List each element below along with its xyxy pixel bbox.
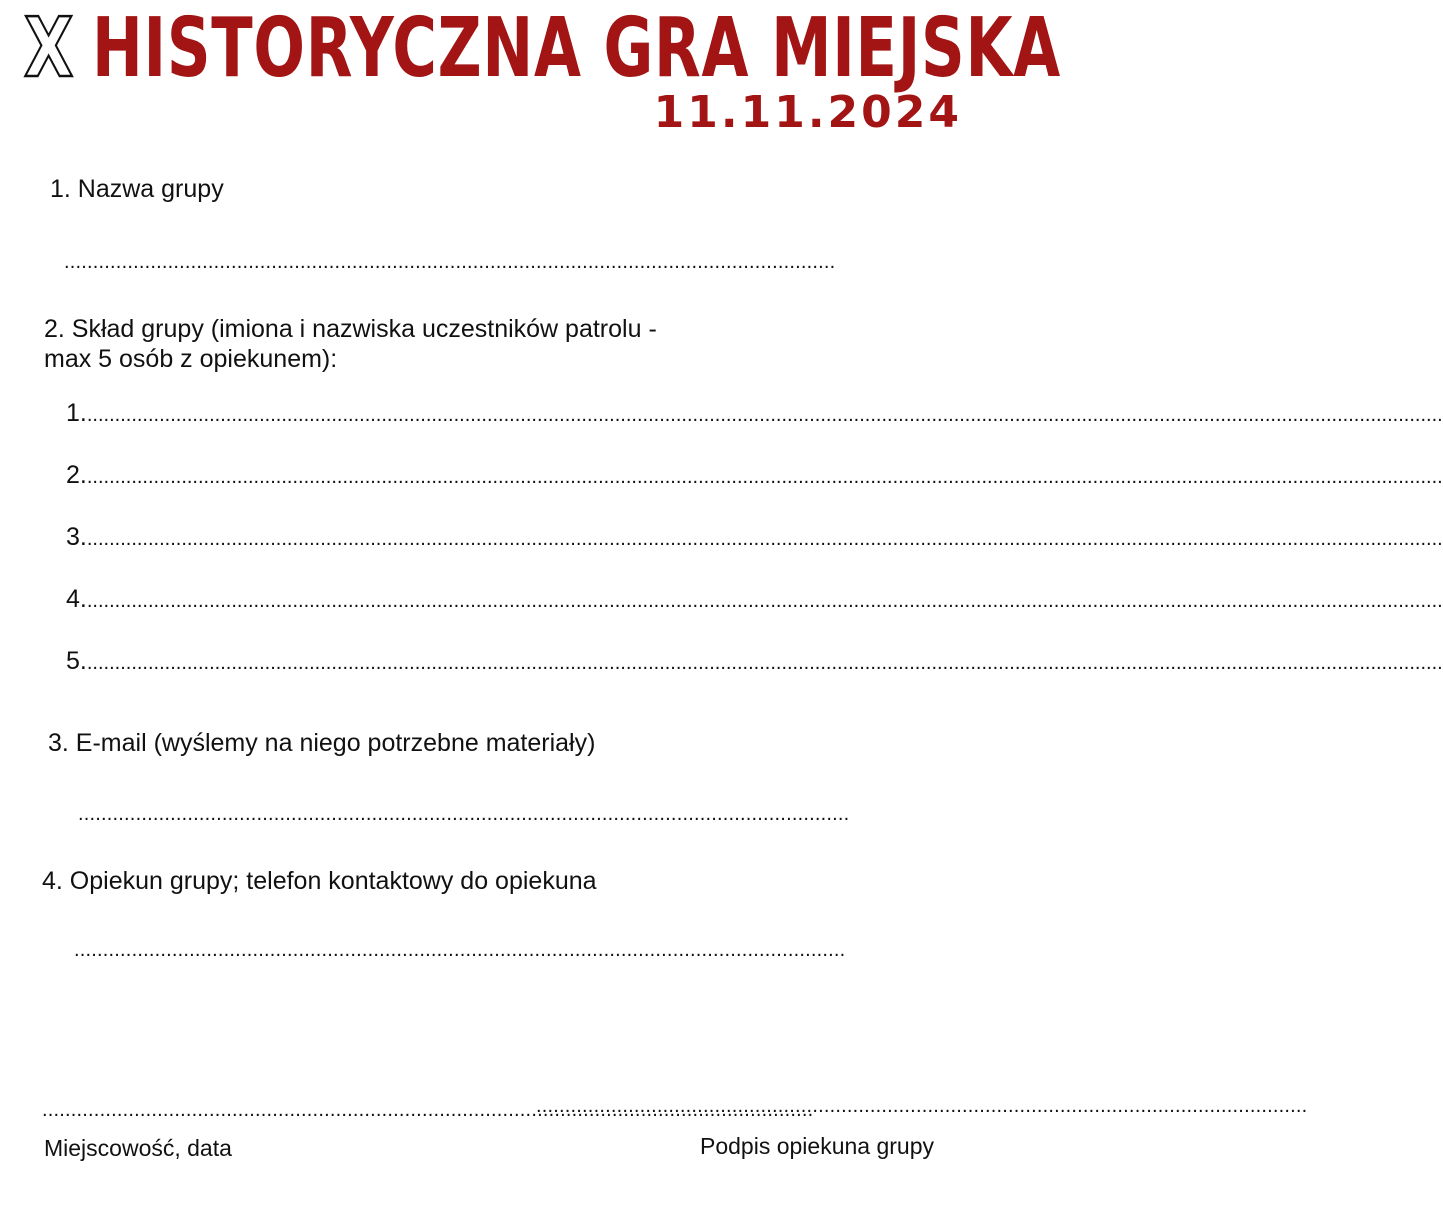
roman-numeral: X [24,1,74,96]
member-number: 1. [66,399,87,427]
member-number: 2. [66,461,87,489]
question-guardian-phone: 4. Opiekun grupy; telefon kontaktowy do opiekuna [42,867,597,895]
dotted-line: .................................................................................................................................................................................................................................................... [86,652,1443,674]
member-number: 4. [66,585,87,613]
member-field-3[interactable] [66,522,1443,554]
place-date-label: Miejscowość, data [44,1135,232,1161]
place-date-field[interactable]: ...................................................................................................................................... [42,1099,814,1121]
member-field-5[interactable] [66,646,1443,678]
member-number: 5. [66,647,87,675]
question-group-members-line1: 2. Skład grupy (imiona i nazwiska uczestników patrolu - [44,315,657,343]
member-field-4[interactable] [66,584,1443,616]
email-field[interactable]: ...................................................................................................................................... [78,803,850,825]
question-group-members-line2: max 5 osób z opiekunem): [44,345,338,373]
dotted-line: .................................................................................................................................................................................................................................................... [86,528,1443,550]
dotted-line: .................................................................................................................................................................................................................................................... [86,590,1443,612]
member-field-2[interactable] [66,460,1443,492]
signature-field[interactable]: ...................................................................................................................................... [536,1095,1308,1117]
group-name-field[interactable]: ...................................................................................................................................... [64,251,836,273]
question-group-name: 1. Nazwa grupy [50,175,224,203]
dotted-line: .................................................................................................................................................................................................................................................... [86,404,1443,426]
event-date: 11.11.2024 [653,87,962,138]
question-email: 3. E-mail (wyślemy na niego potrzebne materiały) [48,729,596,757]
page-title: HISTORYCZNA GRA MIEJSKA [92,1,1061,96]
guardian-phone-field[interactable]: ...................................................................................................................................... [74,939,846,961]
member-number: 3. [66,523,87,551]
signature-label: Podpis opiekuna grupy [700,1133,934,1159]
dotted-line: .................................................................................................................................................................................................................................................... [86,466,1443,488]
member-field-1[interactable] [66,398,1443,430]
